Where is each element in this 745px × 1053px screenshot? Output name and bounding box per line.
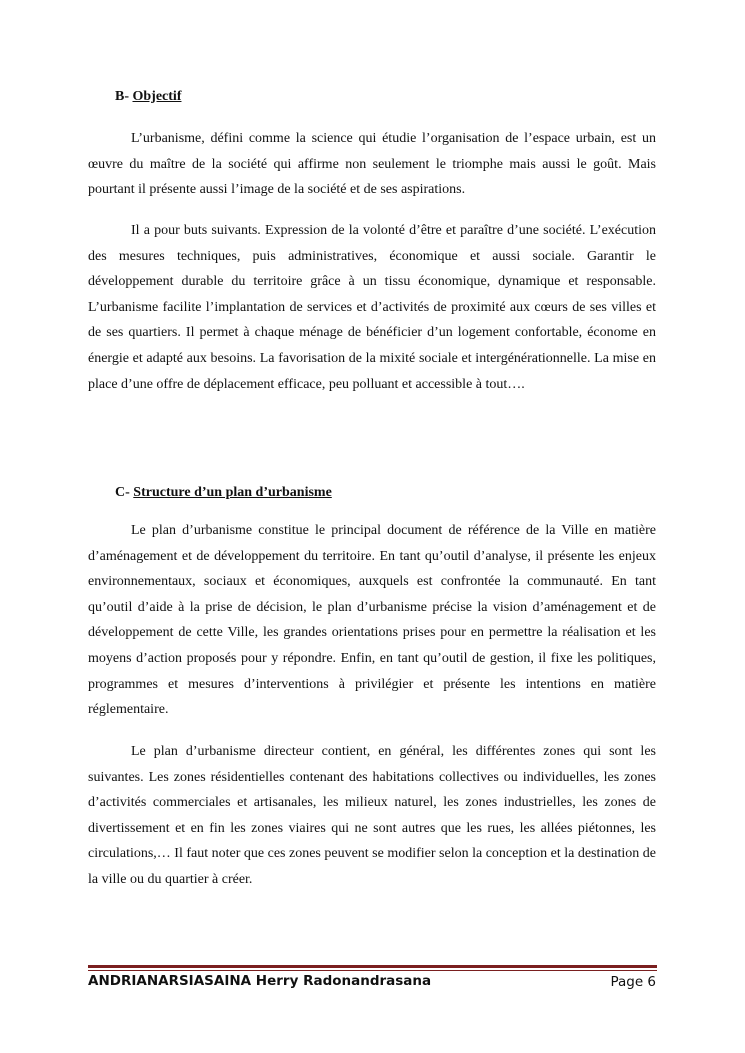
section-c-paragraph-2: Le plan d’urbanisme directeur contient, en général, les différentes zones qui sont les suivantes. Les zones résidentielles contenant des habitations collectives ou individuelles, les zones d’activités commerciales et artisanales, les milieux naturel, les zones industrielles, les zones de divertissement et en fin les zones viaires qui ne sont autres que les rues, les allées piétonnes, les circulations,… Il faut noter que ces zones peuvent se modifier selon la conception et la destination de la ville ou du quartier à créer. <box>88 744 656 887</box>
section-b-heading <box>115 89 181 105</box>
section-b-paragraph-2: Il a pour buts suivants. Expression de la volonté d’être et paraître d’une société. L’exécution des mesures techniques, puis administratives, économique et aussi sociale. Garantir le développement durable du territoire grâce à un tissu économique, dynamique et responsable. L’urbanisme facilite l’implantation de services et d’activités de proximité aux cœurs de ses villes et de ses quartiers. Il permet à chaque ménage de bénéficier d’un logement confortable, économe en énergie et adapté aux besoins. La favorisation de la mixité sociale et intergénérationnelle. La mise en place d’une offre de déplacement efficace, peu polluant et accessible à tout…. <box>88 223 656 392</box>
section-b-paragraph-1: L’urbanisme, défini comme la science qui étudie l’organisation de l’espace urbain, est un œuvre du maître de la société qui affirme non seulement le triomphe mais aussi le goût. Mais pourtant il présente aussi l’image de la société et de ses aspirations. <box>88 131 656 198</box>
section-c-paragraph-1: Le plan d’urbanisme constitue le principal document de référence de la Ville en matière d’aménagement et de développement du territoire. En tant qu’outil d’analyse, il présente les enjeux environnementaux, sociaux et économiques, auxquels est confrontée la communauté. En tant qu’outil d’aide à la prise de décision, le plan d’urbanisme précise la vision d’aménagement et de développement de cette Ville, les grandes orientations prises pour en permettre la réalisation et les moyens d’action proposés pour y répondre. Enfin, en tant qu’outil de gestion, il fixe les politiques, programmes et mesures d’interventions à privilégier et présente les intentions en matière réglementaire. <box>88 523 656 718</box>
footer-author: ANDRIANARSIASAINA Herry Radonandrasana <box>88 973 432 989</box>
section-b-prefix: B- <box>115 89 133 104</box>
section-b-title: Objectif <box>132 89 182 104</box>
section-c-heading <box>115 485 332 501</box>
section-c-title: Structure d’un plan d’urbanisme <box>133 485 332 500</box>
footer-divider-thin <box>88 970 657 971</box>
footer-page-number: Page 6 <box>610 974 656 990</box>
footer-divider-thick <box>88 965 657 968</box>
section-c-prefix: C- <box>115 485 134 500</box>
